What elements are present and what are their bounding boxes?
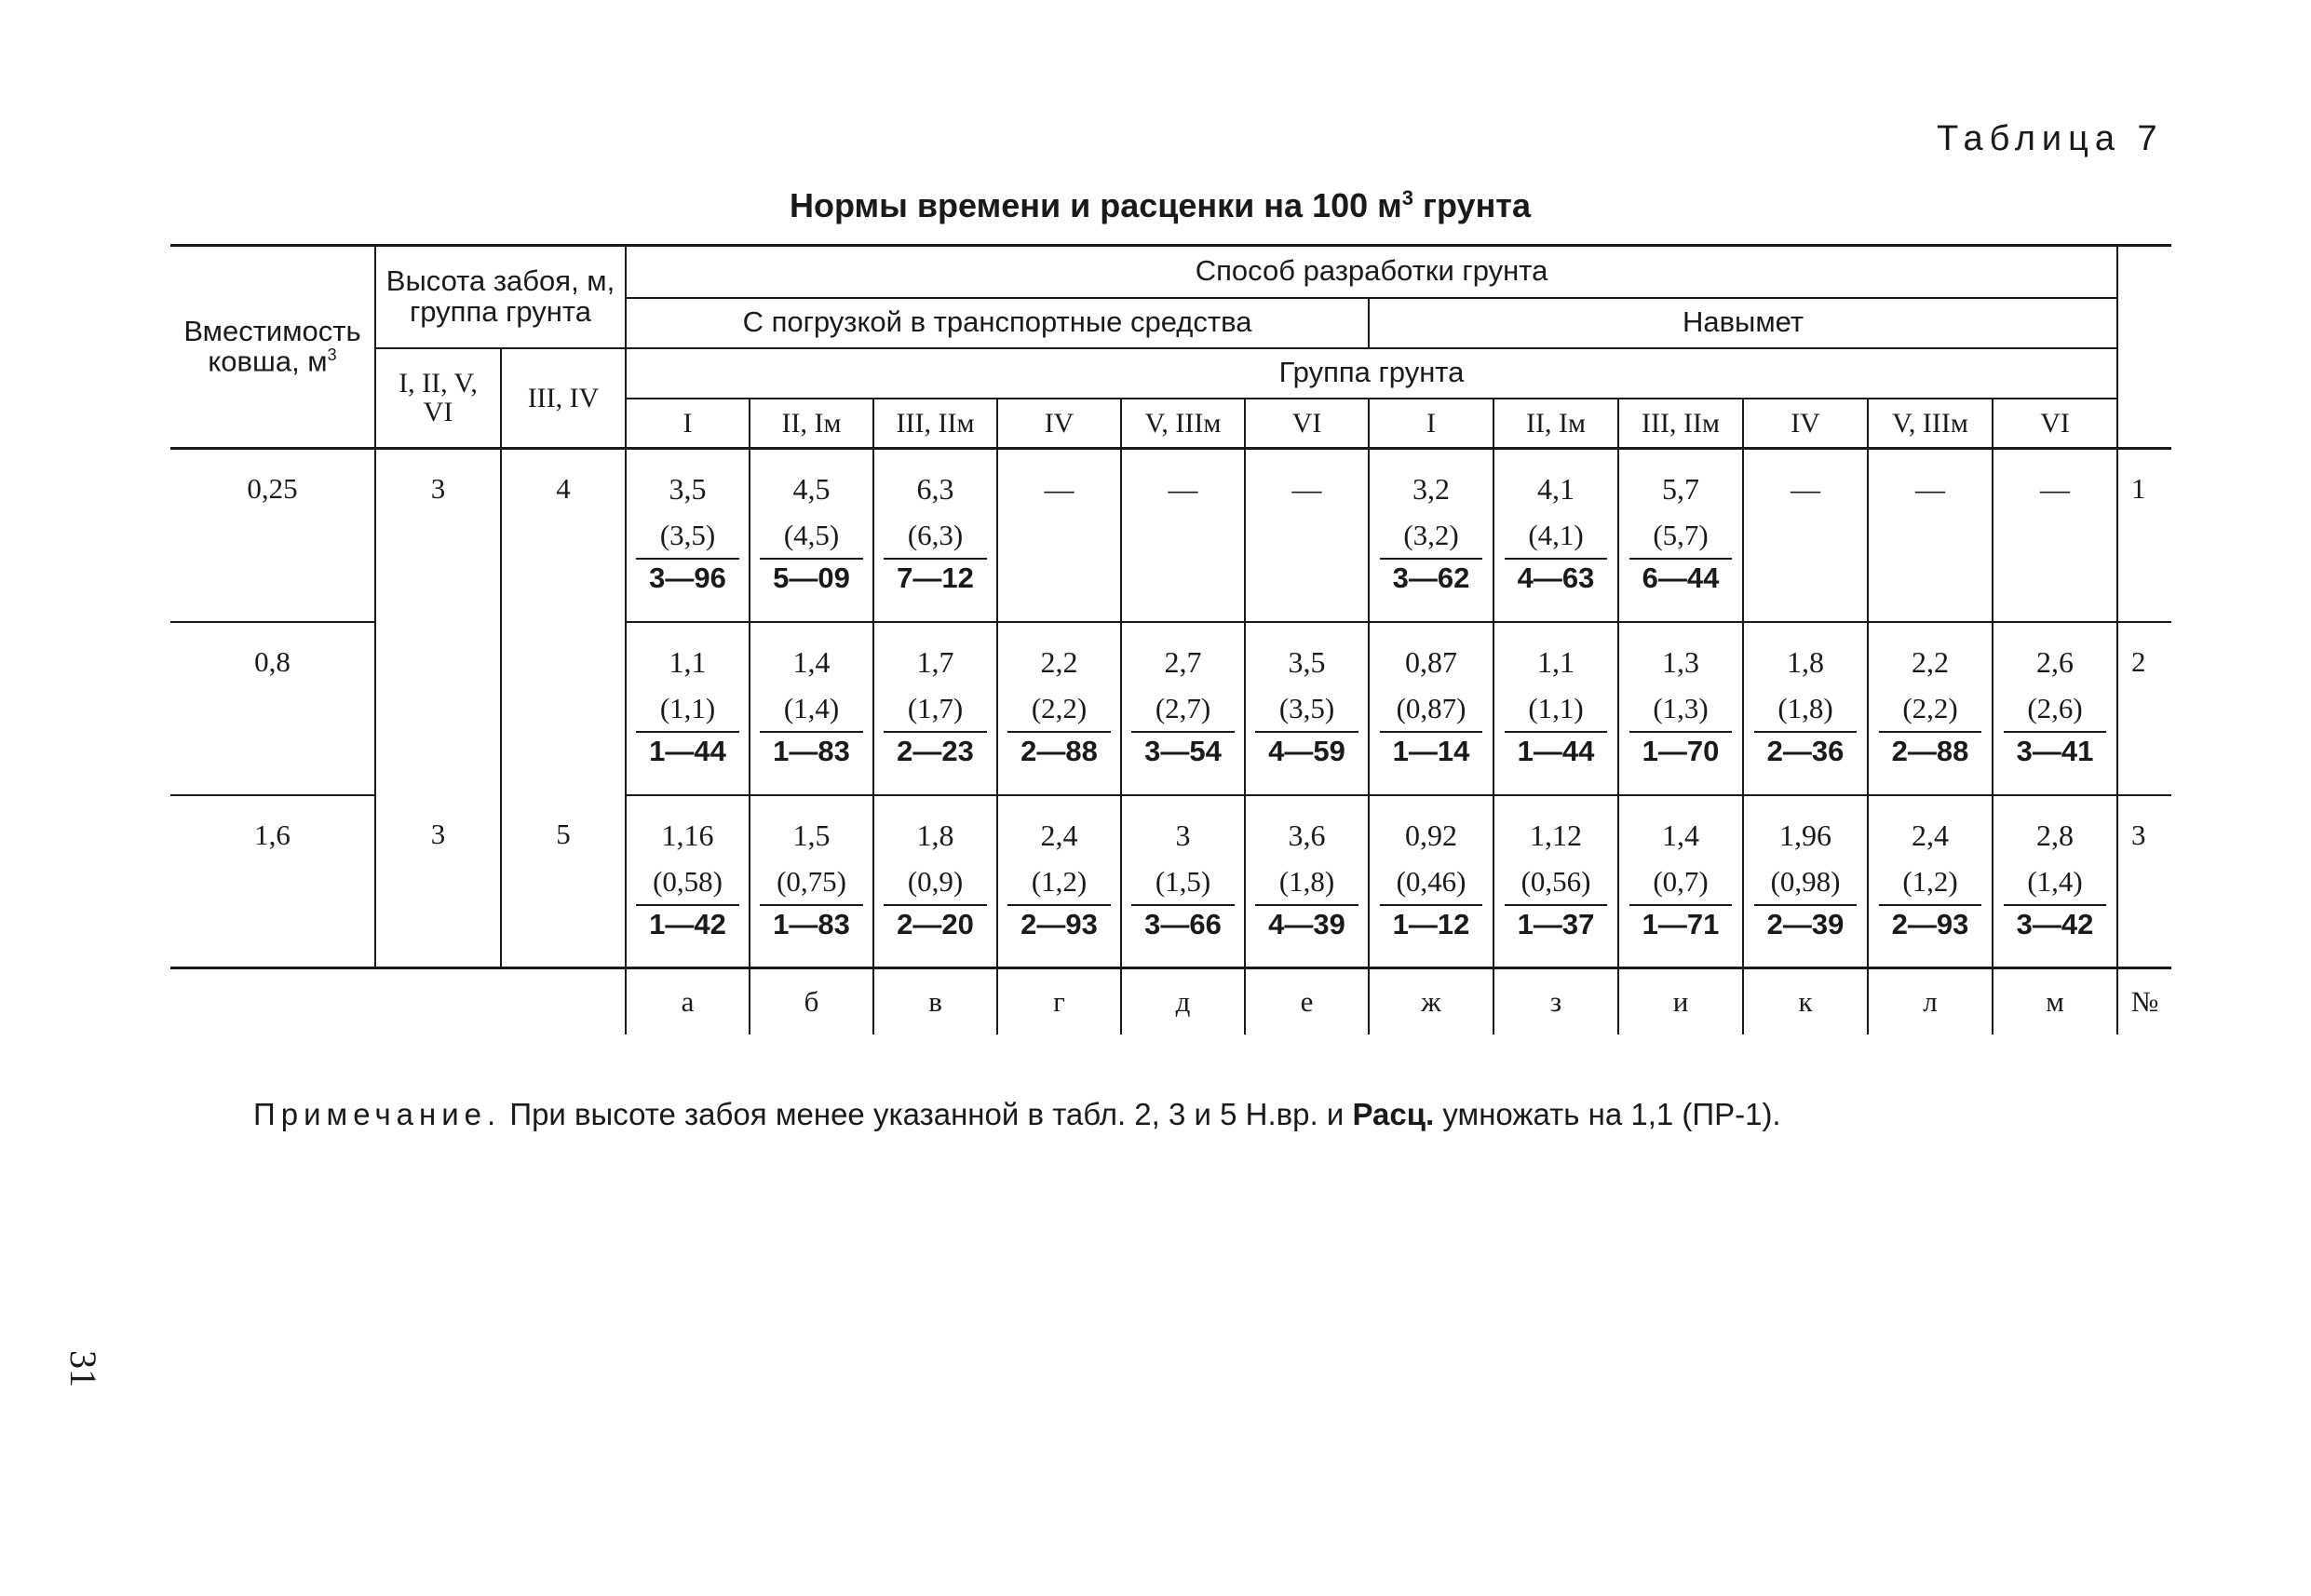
- time-norm: 2,4: [1040, 818, 1078, 852]
- time-norm-paren: (1,1): [659, 691, 716, 724]
- time-norm-paren: (2,2): [1902, 691, 1958, 724]
- dash-mark: —: [1044, 472, 1074, 506]
- face-height-header: Высота забоя, м, группа грунта: [375, 246, 626, 348]
- loading-header: С погрузкой в транспортные средства: [626, 298, 1369, 348]
- dash-mark: —: [1291, 472, 1322, 506]
- value-cell: [1121, 795, 1245, 968]
- title-text: Нормы времени и расценки на 100 м: [790, 186, 1402, 224]
- dash-mark: —: [1791, 472, 1821, 506]
- rate-value: 1—14: [1380, 731, 1483, 774]
- time-norm-paren: (5,7): [1653, 519, 1709, 551]
- value-cell: [1369, 622, 1493, 795]
- time-norm-paren: (4,1): [1528, 519, 1584, 551]
- value-stack: [627, 820, 749, 947]
- value-stack: [1744, 644, 1867, 774]
- time-norm: 2,2: [1912, 644, 1950, 679]
- column-letter: к: [1743, 968, 1868, 1035]
- rate-value: 3—42: [2004, 904, 2107, 947]
- time-norm: 3,5: [1288, 644, 1326, 679]
- value-cell: [1743, 795, 1868, 968]
- time-norm-paren: (1,5): [1155, 864, 1211, 898]
- time-norm: 1,1: [669, 644, 707, 679]
- time-norm-paren: (1,4): [2027, 864, 2083, 898]
- value-stack: [1246, 644, 1368, 774]
- time-norm-paren: (3,5): [1278, 691, 1335, 724]
- value-cell: [997, 795, 1121, 968]
- rate-value: 3—54: [1131, 731, 1235, 774]
- time-norm-paren: (1,7): [907, 691, 964, 724]
- time-norm-paren: (0,9): [907, 864, 964, 898]
- group-header-cell: III, IIм: [873, 399, 997, 449]
- face-height-cell: 4: [501, 449, 626, 622]
- time-norm: 1,96: [1779, 818, 1832, 852]
- note-text-1: При высоте забоя менее указанной в табл. 2, 3 и 5 Н.вр. и: [501, 1097, 1353, 1131]
- capacity-cell: 0,8: [170, 622, 375, 795]
- time-norm-paren: (1,1): [1528, 691, 1584, 724]
- face-height-cell: 3: [375, 795, 501, 968]
- time-norm: 5,7: [1662, 472, 1700, 506]
- rate-value: 1—37: [1505, 904, 1608, 947]
- face-height-cell: [375, 622, 501, 795]
- value-stack: [1619, 644, 1742, 774]
- face-groups-2: III, IV: [501, 348, 626, 449]
- bucket-capacity-header: [170, 246, 375, 449]
- value-cell: [1245, 622, 1369, 795]
- value-cell: [873, 795, 997, 968]
- time-norm: 1,8: [916, 818, 954, 852]
- value-cell: [1245, 449, 1369, 622]
- rate-value: 3—62: [1380, 558, 1483, 601]
- value-cell: [873, 449, 997, 622]
- group-header-cell: V, IIIм: [1868, 399, 1993, 449]
- time-norm: 1,1: [1537, 644, 1575, 679]
- value-stack: [1122, 820, 1244, 947]
- rate-value: 7—12: [884, 558, 987, 601]
- rate-value: 2—88: [1879, 731, 1982, 774]
- time-norm-paren: (2,6): [2027, 691, 2083, 724]
- column-letter: ж: [1369, 968, 1493, 1035]
- value-stack: [1494, 820, 1617, 947]
- value-cell: [1493, 622, 1618, 795]
- rate-value: 3—66: [1131, 904, 1235, 947]
- group-header-cell: IV: [1743, 399, 1868, 449]
- row-number-cell: 2: [2117, 622, 2171, 795]
- time-norm: 4,5: [792, 472, 831, 506]
- value-stack: [750, 474, 872, 601]
- column-letter: г: [997, 968, 1121, 1035]
- dash-mark: —: [1915, 472, 1946, 506]
- page-number: 31: [62, 1350, 104, 1387]
- rate-value: 2—88: [1007, 731, 1111, 774]
- time-norm: 3,5: [669, 472, 707, 506]
- rate-value: 3—41: [2004, 731, 2107, 774]
- value-cell: [626, 449, 750, 622]
- table-title: [0, 186, 2311, 225]
- row-number-cell: 1: [2117, 449, 2171, 622]
- rate-value: 2—36: [1754, 731, 1858, 774]
- rate-value: 2—20: [884, 904, 987, 947]
- time-norm: 1,4: [792, 644, 831, 679]
- group-header-cell: IV: [997, 399, 1121, 449]
- time-norm: 1,5: [792, 818, 831, 852]
- time-norm: 1,7: [916, 644, 954, 679]
- time-norm: 2,4: [1912, 818, 1950, 852]
- face-height-cell: 3: [375, 449, 501, 622]
- value-cell: [1121, 449, 1245, 622]
- time-norm-paren: (1,4): [783, 691, 840, 724]
- rate-value: 1—12: [1380, 904, 1483, 947]
- value-stack: [1494, 644, 1617, 774]
- value-cell: [997, 622, 1121, 795]
- note-text-2: умножать на 1,1 (ПР-1).: [1434, 1097, 1781, 1131]
- bucket-capacity-sup: 3: [327, 345, 337, 365]
- time-norm-paren: (1,8): [1777, 691, 1833, 724]
- table-row: [170, 622, 2171, 795]
- value-stack: [1869, 820, 1992, 947]
- value-cell: [1245, 795, 1369, 968]
- value-stack: [1993, 644, 2116, 774]
- value-cell: [626, 622, 750, 795]
- value-stack: [1619, 474, 1742, 601]
- column-letter: и: [1618, 968, 1743, 1035]
- time-norm: 3: [1175, 818, 1191, 852]
- value-cell: [1121, 622, 1245, 795]
- time-norm-paren: (1,3): [1653, 691, 1709, 724]
- value-stack: [1619, 820, 1742, 947]
- rate-value: 2—23: [884, 731, 987, 774]
- time-norm-paren: (1,8): [1278, 864, 1335, 898]
- value-stack: [1744, 820, 1867, 947]
- value-cell: [626, 795, 750, 968]
- value-stack: [1869, 644, 1992, 774]
- time-norm: 2,7: [1164, 644, 1202, 679]
- value-cell: [1993, 449, 2117, 622]
- norms-table: [170, 244, 2171, 1035]
- column-letter: м: [1993, 968, 2117, 1035]
- time-norm-paren: (1,2): [1031, 864, 1088, 898]
- time-norm: 1,3: [1662, 644, 1700, 679]
- value-stack: [1370, 644, 1493, 774]
- rate-value: 2—39: [1754, 904, 1858, 947]
- row-number-cell: 3: [2117, 795, 2171, 968]
- time-norm: 3,6: [1288, 818, 1326, 852]
- value-stack: [1122, 644, 1244, 774]
- value-cell: [1868, 795, 1993, 968]
- rate-value: 1—44: [636, 731, 739, 774]
- bucket-capacity-label: Вместимость ковша, м: [183, 314, 361, 378]
- value-stack: [874, 474, 996, 601]
- value-cell: [1868, 449, 1993, 622]
- time-norm: 2,8: [2036, 818, 2074, 852]
- value-stack: [750, 820, 872, 947]
- time-norm-paren: (0,58): [653, 864, 723, 898]
- note-bold: Расц.: [1352, 1097, 1435, 1131]
- column-letter: з: [1493, 968, 1618, 1035]
- rate-value: 1—83: [760, 731, 863, 774]
- note-lead: Примечание.: [253, 1097, 502, 1131]
- value-stack: [627, 474, 749, 601]
- time-norm-paren: (0,56): [1520, 864, 1591, 898]
- time-norm-paren: (2,7): [1155, 691, 1211, 724]
- letter-row-spacer: [170, 968, 626, 1035]
- value-stack: [750, 644, 872, 774]
- time-norm-paren: (0,46): [1396, 864, 1466, 898]
- column-letter: б: [750, 968, 873, 1035]
- time-norm-paren: (3,2): [1403, 519, 1459, 551]
- rate-value: 1—83: [760, 904, 863, 947]
- time-norm: 2,2: [1040, 644, 1078, 679]
- rate-value: 1—42: [636, 904, 739, 947]
- group-header-cell: II, Iм: [1493, 399, 1618, 449]
- value-stack: [1494, 474, 1617, 601]
- value-cell: [1369, 449, 1493, 622]
- face-height-cell: [501, 622, 626, 795]
- value-cell: [750, 795, 873, 968]
- value-cell: [1618, 449, 1743, 622]
- time-norm-paren: (1,2): [1902, 864, 1958, 898]
- rate-value: 4—63: [1505, 558, 1608, 601]
- column-letter: л: [1868, 968, 1993, 1035]
- value-cell: [1993, 795, 2117, 968]
- time-norm: 0,92: [1405, 818, 1458, 852]
- value-cell: [1993, 622, 2117, 795]
- group-header-cell: II, Iм: [750, 399, 873, 449]
- column-letter: а: [626, 968, 750, 1035]
- value-stack: [998, 644, 1120, 774]
- time-norm-paren: (6,3): [907, 519, 964, 551]
- face-groups-1: I, II, V, VI: [375, 348, 501, 449]
- time-norm: 0,87: [1405, 644, 1458, 679]
- value-cell: [1493, 449, 1618, 622]
- time-norm: 4,1: [1537, 472, 1575, 506]
- title-sup: 3: [1401, 186, 1414, 210]
- table-row: [170, 449, 2171, 622]
- value-stack: [998, 820, 1120, 947]
- time-norm: 3,2: [1412, 472, 1451, 506]
- time-norm-paren: (0,87): [1396, 691, 1466, 724]
- value-cell: [1868, 622, 1993, 795]
- time-norm: 1,4: [1662, 818, 1700, 852]
- time-norm: 1,12: [1530, 818, 1583, 852]
- rate-value: 6—44: [1629, 558, 1733, 601]
- number-sign: №: [2117, 968, 2171, 1035]
- method-header: Способ разработки грунта: [626, 246, 2117, 298]
- value-cell: [873, 622, 997, 795]
- time-norm: 6,3: [916, 472, 954, 506]
- capacity-cell: 0,25: [170, 449, 375, 622]
- face-height-cell: 5: [501, 795, 626, 968]
- table-row: [170, 795, 2171, 968]
- letter-row: [170, 968, 2171, 1035]
- capacity-cell: 1,6: [170, 795, 375, 968]
- note: [253, 1097, 1781, 1132]
- value-stack: [1246, 820, 1368, 947]
- value-cell: [750, 449, 873, 622]
- column-letter: е: [1245, 968, 1369, 1035]
- value-cell: [997, 449, 1121, 622]
- value-stack: [1370, 474, 1493, 601]
- time-norm-paren: (0,75): [777, 864, 846, 898]
- rate-value: 4—59: [1255, 731, 1358, 774]
- time-norm-paren: (2,2): [1031, 691, 1088, 724]
- time-norm: 2,6: [2036, 644, 2074, 679]
- group-header-cell: I: [626, 399, 750, 449]
- group-header-cell: VI: [1245, 399, 1369, 449]
- column-letter: в: [873, 968, 997, 1035]
- table-label: Таблица 7: [1937, 119, 2164, 158]
- time-norm-paren: (0,7): [1653, 864, 1709, 898]
- value-stack: [627, 644, 749, 774]
- dash-mark: —: [2040, 472, 2071, 506]
- group-header-cell: V, IIIм: [1121, 399, 1245, 449]
- value-cell: [1743, 449, 1868, 622]
- time-norm: 1,8: [1787, 644, 1825, 679]
- rate-value: 4—39: [1255, 904, 1358, 947]
- dash-mark: —: [1168, 472, 1198, 506]
- time-norm-paren: (3,5): [659, 519, 716, 551]
- data-body: [170, 449, 2171, 968]
- rate-value: 3—96: [636, 558, 739, 601]
- rate-value: 1—70: [1629, 731, 1733, 774]
- number-column-header: [2117, 246, 2171, 449]
- value-cell: [1743, 622, 1868, 795]
- value-stack: [1993, 820, 2116, 947]
- time-norm: 1,16: [661, 818, 714, 852]
- time-norm-paren: (0,98): [1770, 864, 1841, 898]
- rate-value: 5—09: [760, 558, 863, 601]
- rate-value: 2—93: [1007, 904, 1111, 947]
- time-norm-paren: (4,5): [783, 519, 840, 551]
- group-header-cell: I: [1369, 399, 1493, 449]
- group-header-cell: VI: [1993, 399, 2117, 449]
- column-letter: д: [1121, 968, 1245, 1035]
- soil-group-header: Группа грунта: [626, 348, 2117, 399]
- rate-value: 1—71: [1629, 904, 1733, 947]
- value-cell: [1618, 622, 1743, 795]
- value-stack: [874, 644, 996, 774]
- value-cell: [1618, 795, 1743, 968]
- value-cell: [750, 622, 873, 795]
- value-cell: [1493, 795, 1618, 968]
- group-header-cell: III, IIм: [1618, 399, 1743, 449]
- rate-value: 2—93: [1879, 904, 1982, 947]
- title-tail: грунта: [1413, 186, 1531, 224]
- rate-value: 1—44: [1505, 731, 1608, 774]
- value-cell: [1369, 795, 1493, 968]
- value-stack: [874, 820, 996, 947]
- cast-header: Навымет: [1369, 298, 2117, 348]
- value-stack: [1370, 820, 1493, 947]
